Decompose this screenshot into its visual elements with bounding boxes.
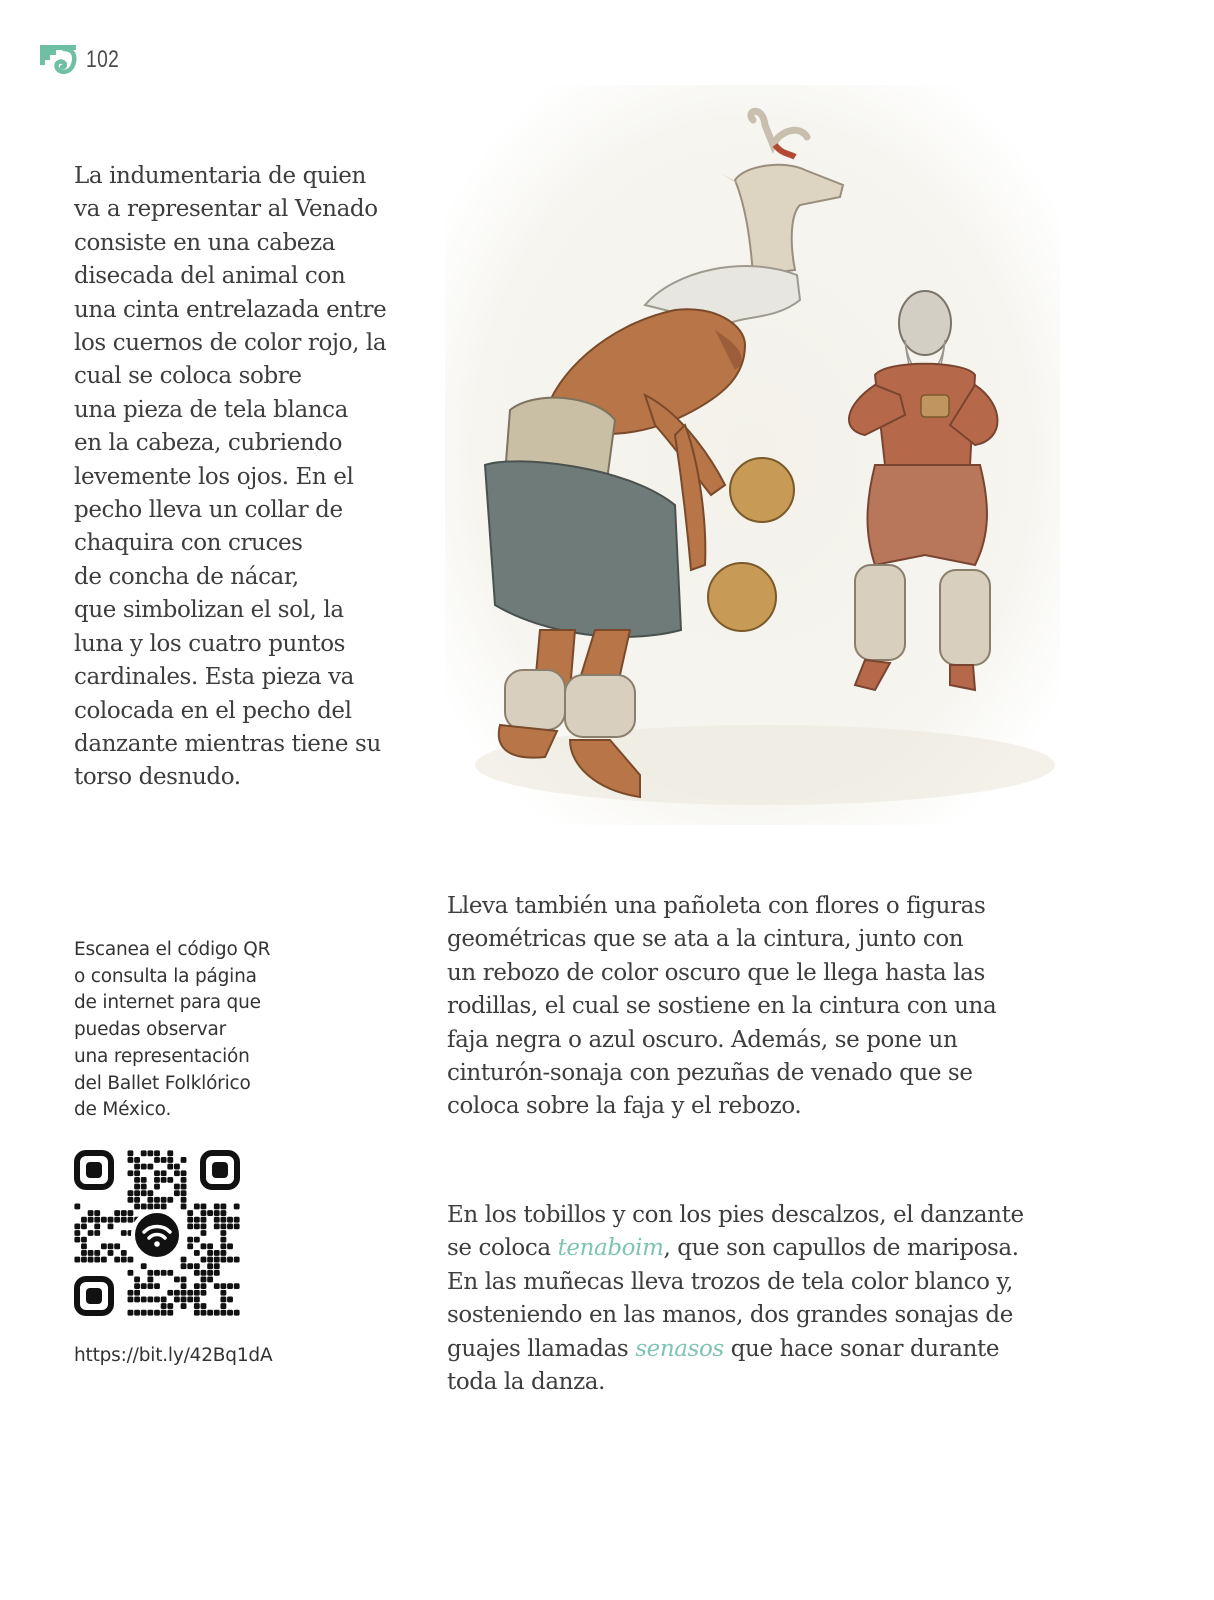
qr-module <box>94 1210 100 1216</box>
paragraph-line: toda la danza. <box>447 1369 606 1396</box>
paragraph-line: levemente los ojos. En el <box>74 463 354 490</box>
qr-module <box>134 1296 140 1302</box>
qr-module <box>234 1204 240 1210</box>
qr-module <box>207 1277 213 1283</box>
paragraph-line: los cuernos de color rojo, la <box>74 330 387 357</box>
caption-line: de México. <box>74 1099 172 1121</box>
paragraph-line: un rebozo de color oscuro que le llega hasta las <box>447 959 985 986</box>
qr-module <box>161 1310 167 1316</box>
qr-module <box>88 1250 94 1256</box>
qr-module <box>194 1217 200 1223</box>
paragraph-line: La indumentaria de quien <box>74 163 366 189</box>
finder-bottom-left <box>77 1279 111 1313</box>
qr-module <box>108 1243 114 1249</box>
qr-module <box>154 1283 160 1289</box>
qr-module <box>154 1296 160 1302</box>
qr-module <box>81 1257 87 1263</box>
qr-module <box>108 1223 114 1229</box>
qr-module <box>141 1190 147 1196</box>
qr-module <box>167 1157 173 1163</box>
paragraph-line: cardinales. Esta pieza va <box>74 664 354 691</box>
qr-module <box>134 1310 140 1316</box>
qr-module <box>81 1237 87 1243</box>
qr-module <box>134 1190 140 1196</box>
qr-module <box>154 1157 160 1163</box>
qr-module <box>161 1197 167 1203</box>
qr-module <box>187 1210 193 1216</box>
qr-module <box>201 1230 207 1236</box>
qr-module <box>94 1223 100 1229</box>
qr-module <box>220 1210 226 1216</box>
qr-module <box>154 1270 160 1276</box>
qr-module <box>134 1204 140 1210</box>
qr-module <box>194 1270 200 1276</box>
text-fragment: , que son capullos de mariposa. <box>663 1235 1019 1262</box>
term-tenaboim: tenaboim <box>557 1235 664 1262</box>
paragraph-line: colocada en el pecho del <box>74 697 352 724</box>
qr-module <box>147 1296 153 1302</box>
qr-module <box>207 1257 213 1263</box>
qr-module <box>227 1283 233 1289</box>
qr-module <box>234 1217 240 1223</box>
qr-module <box>128 1210 134 1216</box>
qr-module <box>187 1290 193 1296</box>
qr-module <box>181 1190 187 1196</box>
qr-module <box>181 1263 187 1269</box>
qr-module <box>74 1230 80 1236</box>
qr-module <box>174 1164 180 1170</box>
qr-module <box>201 1217 207 1223</box>
qr-module <box>201 1283 207 1289</box>
qr-module <box>161 1170 167 1176</box>
qr-module <box>181 1283 187 1289</box>
qr-module <box>201 1277 207 1283</box>
qr-module <box>121 1250 127 1256</box>
page-number: 102 <box>86 46 120 73</box>
paragraph-line: geométricas que se ata a la cintura, junto con <box>447 926 964 953</box>
qr-module <box>161 1204 167 1210</box>
caption-line: puedas observar <box>74 1019 227 1041</box>
qr-module <box>141 1150 147 1156</box>
qr-module <box>181 1184 187 1190</box>
wifi-icon <box>133 1211 181 1259</box>
qr-module <box>181 1204 187 1210</box>
qr-module <box>128 1270 134 1276</box>
qr-module <box>194 1296 200 1302</box>
paragraph-waist-garments <box>447 890 1087 1124</box>
qr-module <box>128 1217 134 1223</box>
qr-module <box>194 1310 200 1316</box>
qr-module <box>128 1296 134 1302</box>
paragraph-line: que simbolizan el sol, la <box>74 597 344 624</box>
qr-module <box>114 1210 120 1216</box>
stair-spiral-logo-icon <box>40 43 78 77</box>
qr-module <box>147 1150 153 1156</box>
text-fragment: que hace sonar durante <box>723 1335 1000 1362</box>
qr-module <box>134 1277 140 1283</box>
qr-module <box>88 1210 94 1216</box>
qr-module <box>220 1290 226 1296</box>
qr-module <box>101 1243 107 1249</box>
qr-module <box>88 1217 94 1223</box>
qr-module <box>174 1184 180 1190</box>
qr-module <box>88 1230 94 1236</box>
qr-module <box>134 1290 140 1296</box>
qr-module <box>227 1296 233 1302</box>
paragraph-line: rodillas, el cual se sostiene en la cintura con una <box>447 993 997 1020</box>
qr-module <box>220 1230 226 1236</box>
qr-module <box>141 1184 147 1190</box>
caption-line: Escanea el código QR <box>74 939 271 960</box>
qr-module <box>154 1204 160 1210</box>
qr-module <box>134 1283 140 1289</box>
qr-module <box>141 1177 147 1183</box>
qr-module <box>187 1223 193 1229</box>
qr-module <box>134 1164 140 1170</box>
qr-module <box>121 1210 127 1216</box>
qr-module <box>141 1204 147 1210</box>
qr-module <box>147 1270 153 1276</box>
paragraph-line: pecho lleva un collar de <box>74 497 343 524</box>
qr-module <box>134 1170 140 1176</box>
term-senasos: senasos <box>635 1335 724 1362</box>
finder-top-right <box>203 1153 237 1187</box>
qr-module <box>141 1164 147 1170</box>
qr-module <box>194 1290 200 1296</box>
qr-module <box>187 1217 193 1223</box>
paragraph-line: torso desnudo. <box>74 764 241 791</box>
qr-module <box>108 1250 114 1256</box>
qr-url-link[interactable]: https://bit.ly/42Bq1dA <box>74 1345 273 1366</box>
qr-module <box>187 1296 193 1302</box>
qr-module <box>108 1217 114 1223</box>
qr-module <box>220 1243 226 1249</box>
qr-module <box>114 1243 120 1249</box>
qr-module <box>220 1204 226 1210</box>
qr-module <box>141 1310 147 1316</box>
qr-module <box>147 1283 153 1289</box>
qr-module <box>207 1310 213 1316</box>
qr-module <box>167 1197 173 1203</box>
qr-module <box>207 1210 213 1216</box>
qr-caption <box>74 937 314 1124</box>
qr-module <box>181 1303 187 1309</box>
paragraph-line: una pieza de tela blanca <box>74 396 348 423</box>
qr-module <box>161 1157 167 1163</box>
qr-module <box>201 1223 207 1229</box>
qr-module <box>121 1217 127 1223</box>
text-fragment: se coloca <box>447 1235 558 1262</box>
qr-module <box>114 1217 120 1223</box>
qr-module <box>134 1157 140 1163</box>
qr-module <box>220 1296 226 1302</box>
qr-module <box>194 1204 200 1210</box>
qr-module <box>174 1170 180 1176</box>
qr-module <box>101 1257 107 1263</box>
qr-module <box>167 1270 173 1276</box>
qr-module <box>94 1250 100 1256</box>
qr-module <box>227 1223 233 1229</box>
qr-module <box>181 1296 187 1302</box>
qr-module <box>227 1217 233 1223</box>
paragraph-line <box>447 1333 1087 1366</box>
qr-module <box>147 1164 153 1170</box>
qr-module <box>81 1243 87 1249</box>
qr-module <box>214 1210 220 1216</box>
qr-module <box>220 1250 226 1256</box>
qr-module <box>220 1257 226 1263</box>
paragraph-line: cual se coloca sobre <box>74 363 302 390</box>
qr-module <box>234 1310 240 1316</box>
paragraph-line: chaquira con cruces <box>74 530 303 557</box>
qr-module <box>234 1223 240 1229</box>
qr-module <box>134 1177 140 1183</box>
qr-module <box>174 1190 180 1196</box>
qr-module <box>74 1223 80 1229</box>
qr-module <box>181 1177 187 1183</box>
qr-module <box>134 1197 140 1203</box>
paragraph-line: una cinta entrelazada entre <box>74 296 387 323</box>
qr-module <box>201 1257 207 1263</box>
qr-module <box>214 1263 220 1269</box>
qr-module <box>74 1237 80 1243</box>
qr-module <box>94 1217 100 1223</box>
qr-module <box>174 1290 180 1296</box>
qr-module <box>227 1257 233 1263</box>
qr-module <box>220 1217 226 1223</box>
qr-module <box>227 1243 233 1249</box>
qr-module <box>187 1237 193 1243</box>
qr-module <box>214 1283 220 1289</box>
qr-module <box>220 1237 226 1243</box>
paragraph-line: faja negra o azul oscuro. Además, se pone un <box>447 1026 958 1053</box>
qr-module <box>201 1210 207 1216</box>
qr-module <box>167 1177 173 1183</box>
qr-module <box>114 1257 120 1263</box>
qr-module <box>128 1197 134 1203</box>
qr-module <box>214 1310 220 1316</box>
paragraph-line: En los tobillos y con los pies descalzos, el danzante <box>447 1202 1024 1228</box>
qr-module <box>194 1283 200 1289</box>
qr-module <box>154 1150 160 1156</box>
qr-module <box>234 1257 240 1263</box>
qr-module <box>154 1197 160 1203</box>
qr-module <box>128 1157 134 1163</box>
qr-module <box>81 1223 87 1229</box>
qr-module <box>161 1303 167 1309</box>
qr-module <box>174 1296 180 1302</box>
paragraph-line: Lleva también una pañoleta con flores o figuras <box>447 893 986 919</box>
qr-module <box>94 1257 100 1263</box>
qr-module <box>194 1250 200 1256</box>
caption-line: del Ballet Folklórico <box>74 1072 251 1094</box>
qr-module <box>81 1250 87 1256</box>
qr-module <box>128 1190 134 1196</box>
qr-module <box>167 1150 173 1156</box>
qr-module <box>201 1204 207 1210</box>
caption-line: o consulta la página <box>74 965 257 987</box>
paragraph-line: de concha de nácar, <box>74 563 299 590</box>
qr-module <box>167 1164 173 1170</box>
paragraph-line: sosteniendo en las manos, dos grandes sonajas de <box>447 1302 1013 1329</box>
qr-module <box>161 1177 167 1183</box>
qr-module <box>154 1170 160 1176</box>
paragraph-line: va a representar al Venado <box>74 196 378 223</box>
qr-module <box>214 1270 220 1276</box>
qr-module <box>128 1150 134 1156</box>
text-fragment: guajes llamadas <box>447 1335 636 1362</box>
qr-module <box>154 1310 160 1316</box>
qr-module <box>161 1270 167 1276</box>
qr-module <box>81 1217 87 1223</box>
paragraph-line: disecada del animal con <box>74 263 346 290</box>
qr-module <box>74 1257 80 1263</box>
qr-module <box>207 1250 213 1256</box>
qr-module <box>161 1296 167 1302</box>
qr-module <box>220 1310 226 1316</box>
qr-module <box>207 1243 213 1249</box>
qr-module <box>167 1303 173 1309</box>
qr-module <box>141 1283 147 1289</box>
qr-module <box>181 1170 187 1176</box>
qr-module <box>194 1223 200 1229</box>
qr-module <box>147 1197 153 1203</box>
qr-module <box>234 1283 240 1289</box>
qr-module <box>201 1243 207 1249</box>
qr-module <box>154 1184 160 1190</box>
qr-module <box>194 1237 200 1243</box>
qr-module <box>201 1310 207 1316</box>
caption-line: de internet para que <box>74 992 261 1014</box>
paragraph-line: en la cabeza, cubriendo <box>74 430 343 457</box>
qr-module <box>187 1263 193 1269</box>
qr-module <box>201 1303 207 1309</box>
qr-module <box>128 1257 134 1263</box>
qr-module <box>74 1204 80 1210</box>
qr-module <box>220 1223 226 1229</box>
qr-module <box>181 1197 187 1203</box>
qr-module <box>220 1303 226 1309</box>
qr-module <box>194 1303 200 1309</box>
qr-module <box>147 1190 153 1196</box>
qr-module <box>141 1296 147 1302</box>
qr-code[interactable] <box>74 1150 240 1316</box>
paragraph-deer-headdress <box>74 160 414 795</box>
qr-module <box>201 1270 207 1276</box>
qr-module <box>214 1217 220 1223</box>
qr-module <box>121 1230 127 1236</box>
qr-module <box>128 1310 134 1316</box>
paragraph-line: luna y los cuatro puntos <box>74 630 346 657</box>
qr-module <box>181 1277 187 1283</box>
paragraph-line: coloca sobre la faja y el rebozo. <box>447 1093 802 1120</box>
qr-module <box>201 1290 207 1296</box>
qr-module <box>147 1204 153 1210</box>
qr-module <box>147 1310 153 1316</box>
paragraph-line: danzante mientras tiene su <box>74 730 381 757</box>
page-header <box>40 42 128 78</box>
qr-module <box>154 1177 160 1183</box>
qr-module <box>167 1290 173 1296</box>
qr-module <box>207 1270 213 1276</box>
qr-module <box>88 1257 94 1263</box>
qr-module <box>220 1283 226 1289</box>
qr-module <box>134 1184 140 1190</box>
qr-module <box>181 1257 187 1263</box>
caption-line: una representación <box>74 1045 250 1067</box>
qr-module <box>181 1290 187 1296</box>
qr-module <box>194 1263 200 1269</box>
qr-module <box>174 1277 180 1283</box>
paragraph-ankles-rattles <box>447 1199 1087 1399</box>
paragraph-line <box>447 1232 1087 1265</box>
paragraph-line: En las muñecas lleva trozos de tela color blanco y, <box>447 1268 1013 1295</box>
qr-module <box>187 1243 193 1249</box>
qr-module <box>207 1263 213 1269</box>
qr-module <box>214 1204 220 1210</box>
qr-module <box>128 1170 134 1176</box>
qr-module <box>121 1257 127 1263</box>
qr-module <box>227 1310 233 1316</box>
qr-module <box>214 1223 220 1229</box>
qr-module <box>147 1277 153 1283</box>
paragraph-line: cinturón-sonaja con pezuñas de venado que se <box>447 1060 973 1087</box>
qr-module <box>167 1310 173 1316</box>
qr-module <box>181 1157 187 1163</box>
qr-module <box>94 1230 100 1236</box>
qr-module <box>214 1250 220 1256</box>
qr-module <box>141 1263 147 1269</box>
qr-module <box>214 1257 220 1263</box>
paragraph-line: consiste en una cabeza <box>74 229 336 256</box>
finder-top-left <box>77 1153 111 1187</box>
qr-module <box>128 1290 134 1296</box>
deer-dance-illustration <box>445 85 1060 825</box>
qr-module <box>101 1217 107 1223</box>
